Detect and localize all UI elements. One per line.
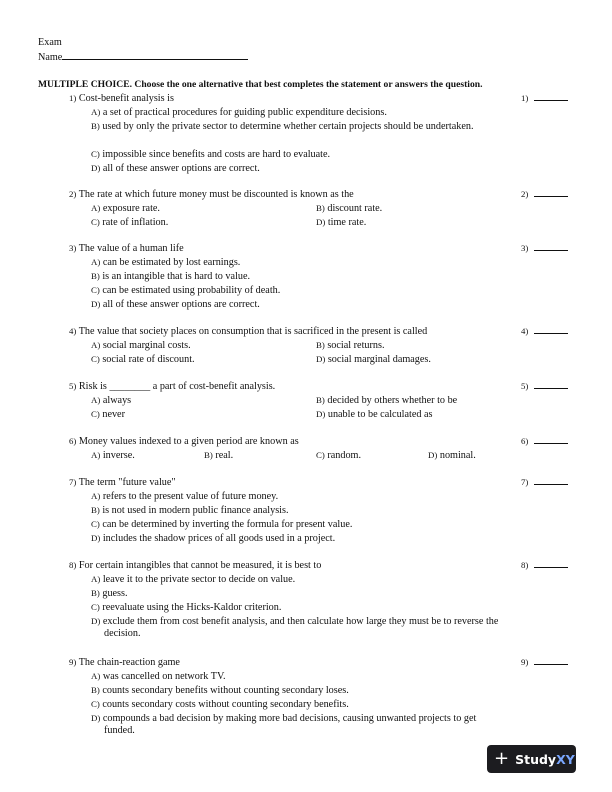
option-a[interactable]: A) was cancelled on network TV. [91, 671, 226, 682]
option-c[interactable]: C) impossible since benefits and costs are hard to evaluate. [91, 149, 331, 160]
answer-blank[interactable]: 4) [521, 325, 568, 338]
option-c[interactable]: C) can be determined by inverting the formula for present value. [91, 519, 353, 530]
option-b[interactable]: B) real. [204, 450, 234, 461]
option-d[interactable]: D) all of these answer options are correct. [91, 163, 260, 174]
option-a[interactable]: A) refers to the present value of future money. [91, 491, 279, 502]
question-stem: 7) The term "future value" [69, 477, 176, 488]
option-c[interactable]: C) counts secondary costs without counting secondary benefits. [91, 699, 349, 710]
option-a[interactable]: A) social marginal costs. [91, 340, 191, 351]
exam-label: Exam [38, 37, 62, 48]
question-stem: 1) Cost-benefit analysis is [69, 93, 174, 104]
answer-blank[interactable]: 9) [521, 656, 568, 669]
answer-blank[interactable]: 5) [521, 380, 568, 393]
section-instruction: MULTIPLE CHOICE. Choose the one alternative that best completes the statement or answers the question. [38, 79, 483, 90]
option-d[interactable]: D) exclude them from cost benefit analysis, and then calculate how large they must be to reverse the decision. [91, 616, 499, 639]
option-b[interactable]: B) guess. [91, 588, 128, 599]
question-stem: 4) The value that society places on consumption that is sacrificed in the present is called [69, 326, 428, 337]
option-d[interactable]: D) nominal. [428, 450, 476, 461]
option-d[interactable]: D) includes the shadow prices of all goods used in a project. [91, 533, 336, 544]
option-b[interactable]: B) is an intangible that is hard to value. [91, 271, 251, 282]
option-d[interactable]: D) all of these answer options are correct. [91, 299, 260, 310]
answer-blank[interactable]: 1) [521, 92, 568, 105]
option-d[interactable]: D) social marginal damages. [316, 354, 431, 365]
option-b[interactable]: B) discount rate. [316, 203, 383, 214]
option-b[interactable]: B) decided by others whether to be [316, 395, 458, 406]
option-c[interactable]: C) reevaluate using the Hicks-Kaldor criterion. [91, 602, 282, 613]
plus-icon: + [494, 748, 510, 769]
question-stem: 3) The value of a human life [69, 243, 184, 254]
name-label: Name [38, 52, 63, 63]
question-stem: 2) The rate at which future money must be discounted is known as the [69, 189, 354, 200]
option-a[interactable]: A) always [91, 395, 132, 406]
studyxy-logo: + Study XY [487, 745, 576, 773]
option-a[interactable]: A) a set of practical procedures for guiding public expenditure decisions. [91, 107, 387, 118]
question-stem: 9) The chain-reaction game [69, 657, 180, 668]
option-d[interactable]: D) time rate. [316, 217, 367, 228]
answer-blank[interactable]: 8) [521, 559, 568, 572]
question-stem: 8) For certain intangibles that cannot be measured, it is best to [69, 560, 322, 571]
option-a[interactable]: A) can be estimated by lost earnings. [91, 257, 241, 268]
answer-blank[interactable]: 3) [521, 242, 568, 255]
answer-blank[interactable]: 6) [521, 435, 568, 448]
option-c[interactable]: C) can be estimated using probability of death. [91, 285, 281, 296]
question-stem: 6) Money values indexed to a given period are known as [69, 436, 299, 447]
option-d[interactable]: D) compounds a bad decision by making more bad decisions, causing unwanted projects to get funded. [91, 713, 477, 736]
option-a[interactable]: A) inverse. [91, 450, 135, 461]
name-underline [62, 50, 248, 60]
option-c[interactable]: C) social rate of discount. [91, 354, 195, 365]
option-c[interactable]: C) random. [316, 450, 362, 461]
option-b[interactable]: B) used by only the private sector to determine whether certain projects should be undertaken. [91, 121, 474, 132]
question-stem: 5) Risk is ________ a part of cost-benefit analysis. [69, 381, 276, 392]
answer-blank[interactable]: 7) [521, 476, 568, 489]
option-a[interactable]: A) exposure rate. [91, 203, 160, 214]
option-b[interactable]: B) is not used in modern public finance analysis. [91, 505, 289, 516]
option-c[interactable]: C) rate of inflation. [91, 217, 169, 228]
option-c[interactable]: C) never [91, 409, 125, 420]
answer-blank[interactable]: 2) [521, 188, 568, 201]
option-d[interactable]: D) unable to be calculated as [316, 409, 433, 420]
option-b[interactable]: B) social returns. [316, 340, 385, 351]
option-b[interactable]: B) counts secondary benefits without counting secondary loses. [91, 685, 349, 696]
name-field[interactable] [38, 50, 248, 64]
option-a[interactable]: A) leave it to the private sector to decide on value. [91, 574, 296, 585]
